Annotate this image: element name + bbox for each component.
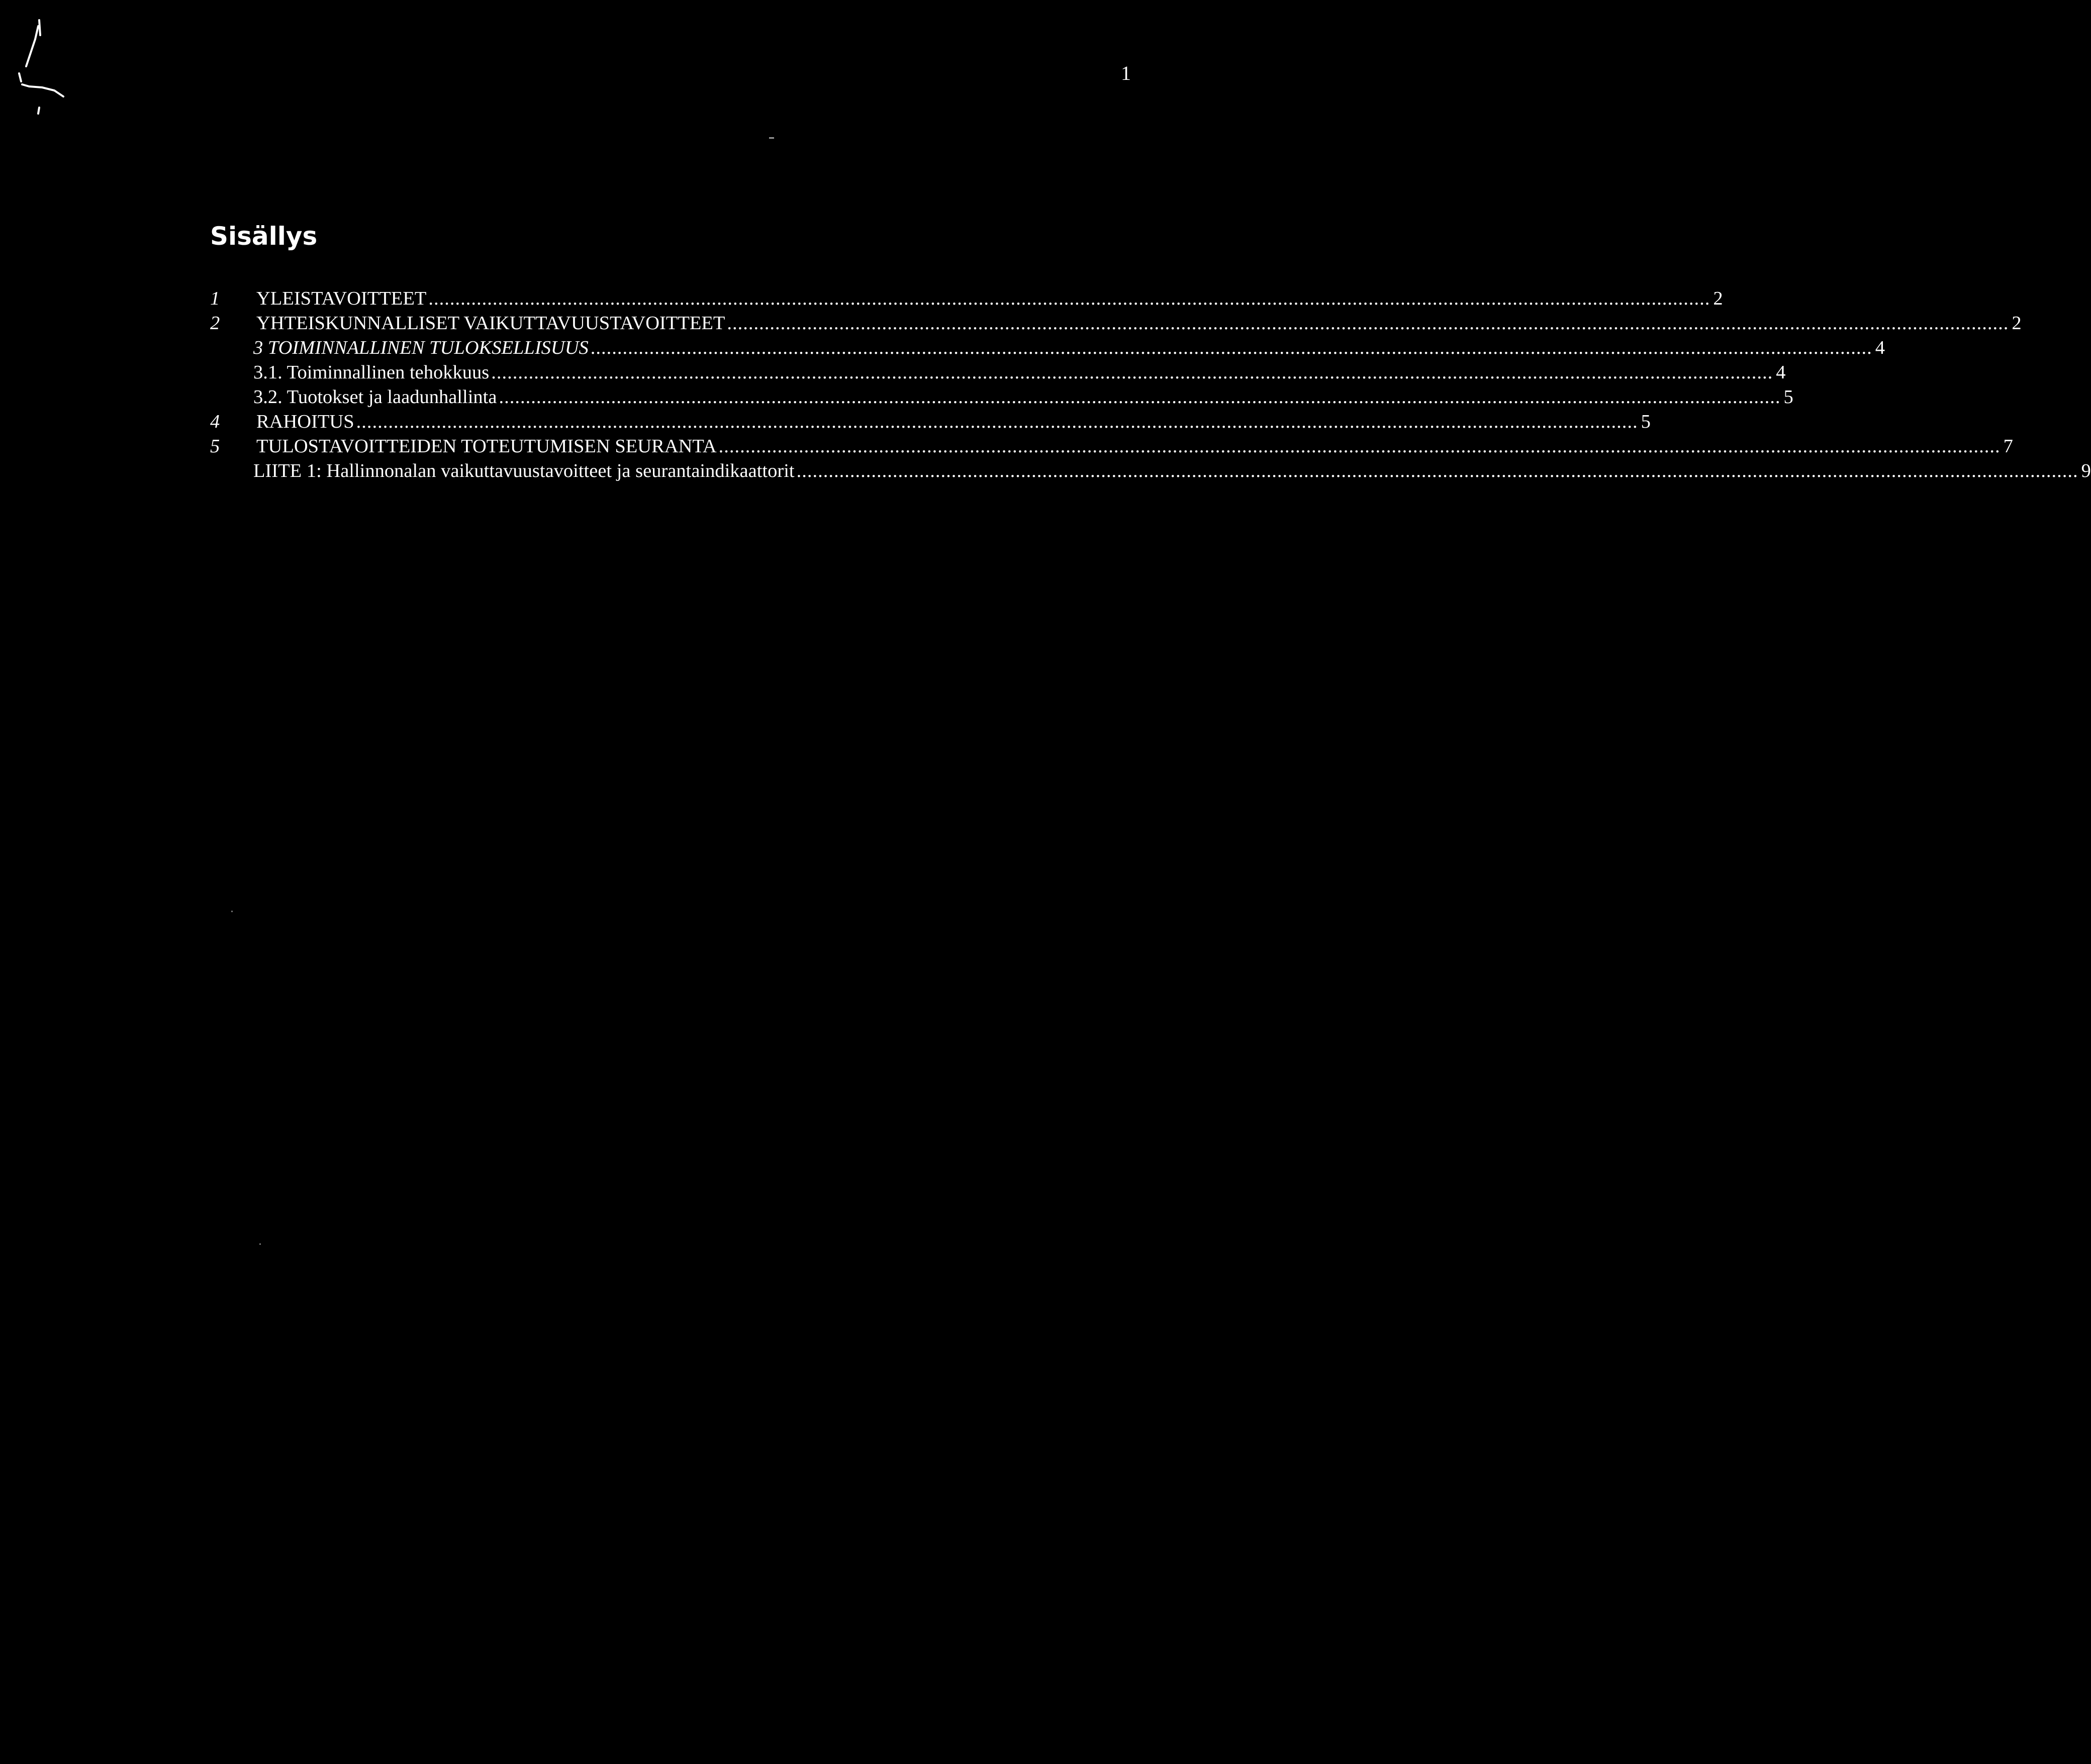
toc-entry-page: 2 [2012,313,2022,334]
toc-entry-page: 7 [2003,436,2013,457]
toc-entry-page: 4 [1776,362,1786,383]
toc-entry-text: 3.2. Tuotokset ja laadunhallinta [253,386,497,408]
toc-title: Sisällys [210,222,318,251]
toc-leader-dots: ................................................................................................................................................................................................................................................ [796,460,2078,481]
toc-entry-number: 5 [210,436,220,457]
toc-entry-page: 9 [2081,460,2091,481]
toc-leader-dots: ................................................................................................................................................................................................................................................ [428,288,1710,309]
stray-speck [231,911,233,912]
toc-entry-text: YHTEISKUNNALLISET VAIKUTTAVUUSTAVOITTEET [256,313,725,334]
toc-entry-tuotokset-ja-laadunhallinta[interactable] [210,385,1793,410]
toc-leader-dots: ................................................................................................................................................................................................................................................ [590,337,1872,358]
toc-entry-yleistavoitteet[interactable] [210,286,1723,311]
toc-entry-text: TULOSTAVOITTEIDEN TOTEUTUMISEN SEURANTA [256,436,717,457]
toc-entry-text: YLEISTAVOITTEET [256,288,427,309]
toc-entry-rahoitus[interactable] [210,410,1651,434]
scan-artifact-mark [0,0,80,131]
toc-entry-number: 4 [210,411,220,432]
toc-entry-vaikuttavuustavoitteet[interactable] [210,311,2022,336]
stray-mark [769,137,774,139]
toc-entry-page: 4 [1875,337,1885,358]
toc-leader-dots: ................................................................................................................................................................................................................................................ [491,362,1773,383]
toc-leader-dots: ................................................................................................................................................................................................................................................ [727,313,2009,334]
toc-entry-toiminnallinen-tuloksellisuus[interactable] [210,336,1885,360]
toc-entry-seuranta[interactable] [210,434,2013,459]
toc-entry-number: 2 [210,313,220,334]
toc-leader-dots: ................................................................................................................................................................................................................................................ [356,411,1638,432]
toc-entry-page: 5 [1641,411,1651,432]
page-number: 1 [1121,62,1131,84]
table-of-contents [210,286,2091,483]
toc-entry-text: 3 TOIMINNALLINEN TULOKSELLISUUS [253,337,589,358]
stray-speck [259,1243,261,1245]
toc-entry-page: 5 [1783,386,1793,408]
toc-entry-page: 2 [1713,288,1723,309]
toc-entry-number: 1 [210,288,220,309]
toc-entry-toiminnallinen-tehokkuus[interactable] [210,360,1786,385]
toc-entry-text: 3.1. Toiminnallinen tehokkuus [253,362,490,383]
toc-entry-text: LIITE 1: Hallinnonalan vaikuttavuustavoitteet ja seurantaindikaattorit [253,460,795,481]
toc-entry-liite-1[interactable] [210,459,2091,483]
toc-leader-dots: ................................................................................................................................................................................................................................................ [718,436,2001,457]
toc-entry-text: RAHOITUS [256,411,354,432]
toc-leader-dots: ................................................................................................................................................................................................................................................ [499,386,1781,408]
